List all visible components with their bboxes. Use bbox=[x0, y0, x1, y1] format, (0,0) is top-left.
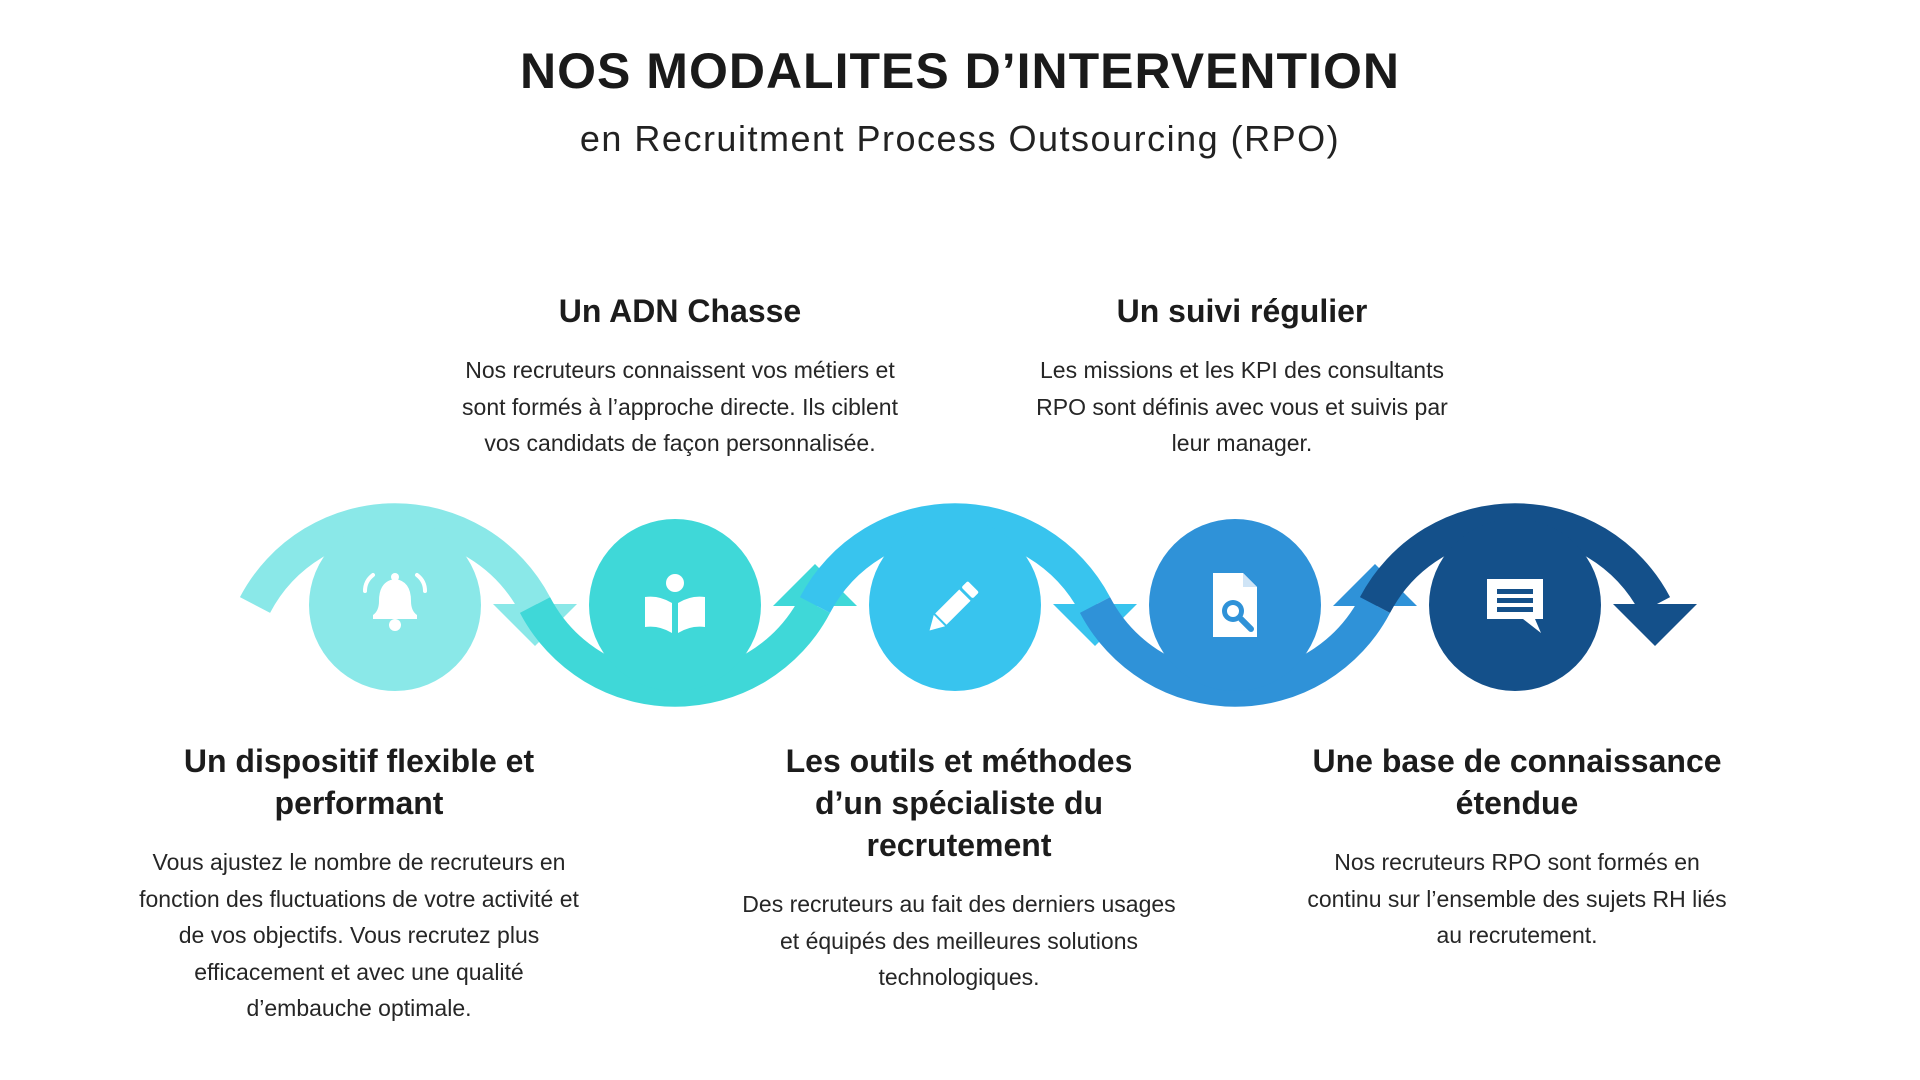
step-3-title: Les outils et méthodes d’un spécialiste du recrutement bbox=[785, 743, 1133, 863]
step-5-block bbox=[1297, 740, 1737, 954]
step-5-description: Nos recruteurs RPO sont formés en continu sur l’ensemble des sujets RH liés au recrutement. bbox=[1307, 849, 1727, 948]
page-subtitle: en Recruitment Process Outsourcing (RPO) bbox=[579, 118, 1341, 159]
step-4-block bbox=[1022, 290, 1462, 462]
step-2-description: Nos recruteurs connaissent vos métiers et sont formés à l’approche directe. Ils ciblent vos candidats de façon personnalisée. bbox=[462, 357, 898, 456]
step-4-title: Un suivi régulier bbox=[1116, 293, 1368, 329]
step-3-description: Des recruteurs au fait des derniers usages et équipés des meilleures solutions technologiques. bbox=[742, 891, 1176, 990]
step-5-arrow bbox=[1613, 604, 1697, 646]
step-2-block bbox=[460, 290, 900, 462]
step-1-description: Vous ajustez le nombre de recruteurs en fonction des fluctuations de votre activité et de vos objectifs. Vous recrutez plus efficacement et avec une qualité d’embauche optimale. bbox=[139, 849, 579, 1021]
step-4-description: Les missions et les KPI des consultants RPO sont définis avec vous et suivis par leur manager. bbox=[1036, 357, 1448, 456]
document-search-icon bbox=[1213, 573, 1257, 637]
step-2-title: Un ADN Chasse bbox=[558, 293, 802, 329]
step-5-title: Une base de connaissance étendue bbox=[1312, 743, 1722, 821]
step-1-block bbox=[139, 740, 579, 1027]
page-title: NOS MODALITES D’INTERVENTION bbox=[520, 43, 1400, 99]
step-1-title: Un dispositif flexible et performant bbox=[183, 743, 535, 821]
step-2-circle bbox=[589, 519, 761, 691]
step-3-block bbox=[739, 740, 1179, 996]
